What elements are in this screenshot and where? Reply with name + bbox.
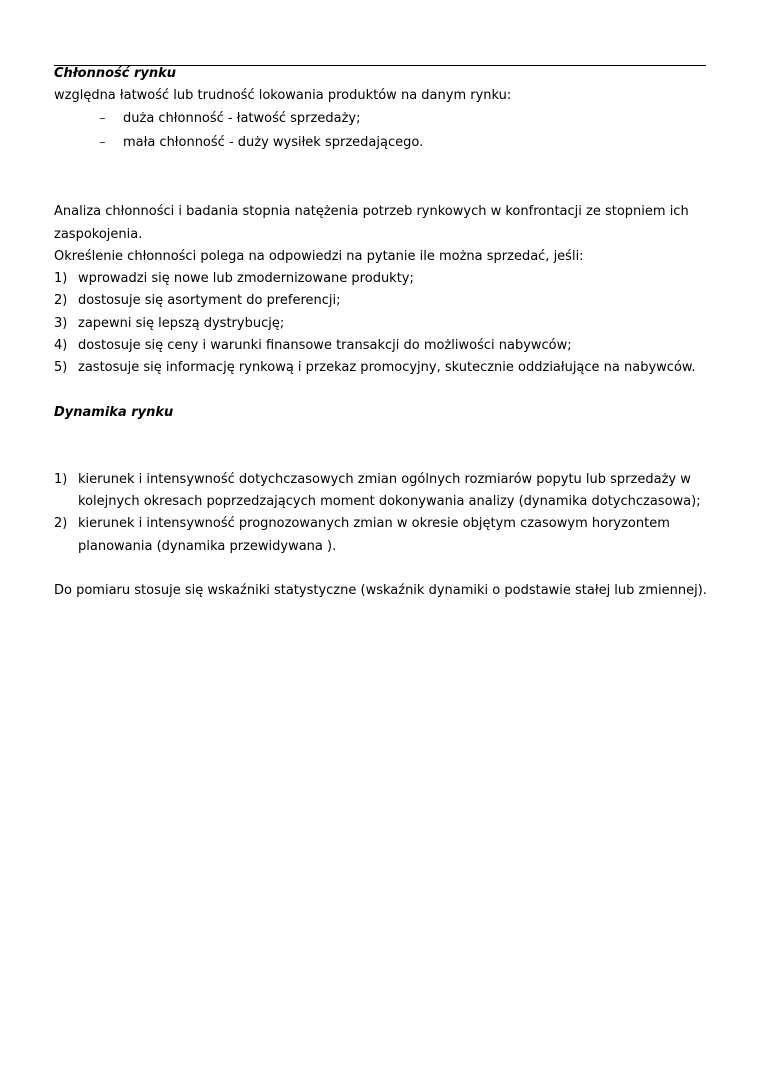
- list-number: 1): [54, 271, 68, 286]
- list-item-text: zastosuje się informację rynkową i przekaz promocyjny, skutecznie oddziałujące na nabywców.: [78, 360, 696, 375]
- list-item-text: zapewni się lepszą dystrybucję;: [78, 316, 285, 331]
- list-number: 1): [54, 472, 68, 487]
- list-number: 2): [54, 293, 68, 308]
- list-number: 5): [54, 360, 68, 375]
- list-number: 2): [54, 516, 68, 531]
- analysis-text-line2: zaspokojenia.: [54, 227, 143, 242]
- dash-icon: –: [99, 111, 106, 126]
- bullet-text: mała chłonność - duży wysiłek sprzedającego.: [123, 135, 424, 150]
- list-item-text: dostosuje się asortyment do preferencji;: [78, 293, 341, 308]
- list-item-text-line2: kolejnych okresach poprzedzających moment dokonywania analizy (dynamika dotychczasowa);: [78, 494, 701, 509]
- bullet-text: duża chłonność - łatwość sprzedaży;: [123, 111, 361, 126]
- list-item-text: wprowadzi się nowe lub zmodernizowane produkty;: [78, 271, 414, 286]
- determination-text: Określenie chłonności polega na odpowiedzi na pytanie ile można sprzedać, jeśli:: [54, 249, 584, 264]
- section-title-dynamika: Dynamika rynku: [54, 405, 174, 420]
- definition-text: względna łatwość lub trudność lokowania produktów na danym rynku:: [54, 88, 512, 103]
- measurement-text: Do pomiaru stosuje się wskaźniki statystyczne (wskaźnik dynamiki o podstawie stałej lub zmiennej).: [54, 583, 707, 598]
- list-number: 3): [54, 316, 68, 331]
- list-item-text-line1: kierunek i intensywność dotychczasowych zmian ogólnych rozmiarów popytu lub sprzedaży w: [78, 472, 691, 487]
- list-item-text: dostosuje się ceny i warunki finansowe transakcji do możliwości nabywców;: [78, 338, 572, 353]
- list-number: 4): [54, 338, 68, 353]
- list-item-text-line1: kierunek i intensywność prognozowanych zmian w okresie objętym czasowym horyzontem: [78, 516, 670, 531]
- analysis-text-line1: Analiza chłonności i badania stopnia natężenia potrzeb rynkowych w konfrontacji ze stopniem ich: [54, 204, 689, 219]
- section-title-chlonnosc: Chłonność rynku: [54, 66, 177, 81]
- dash-icon: –: [99, 135, 106, 150]
- list-item-text-line2: planowania (dynamika przewidywana ).: [78, 539, 337, 554]
